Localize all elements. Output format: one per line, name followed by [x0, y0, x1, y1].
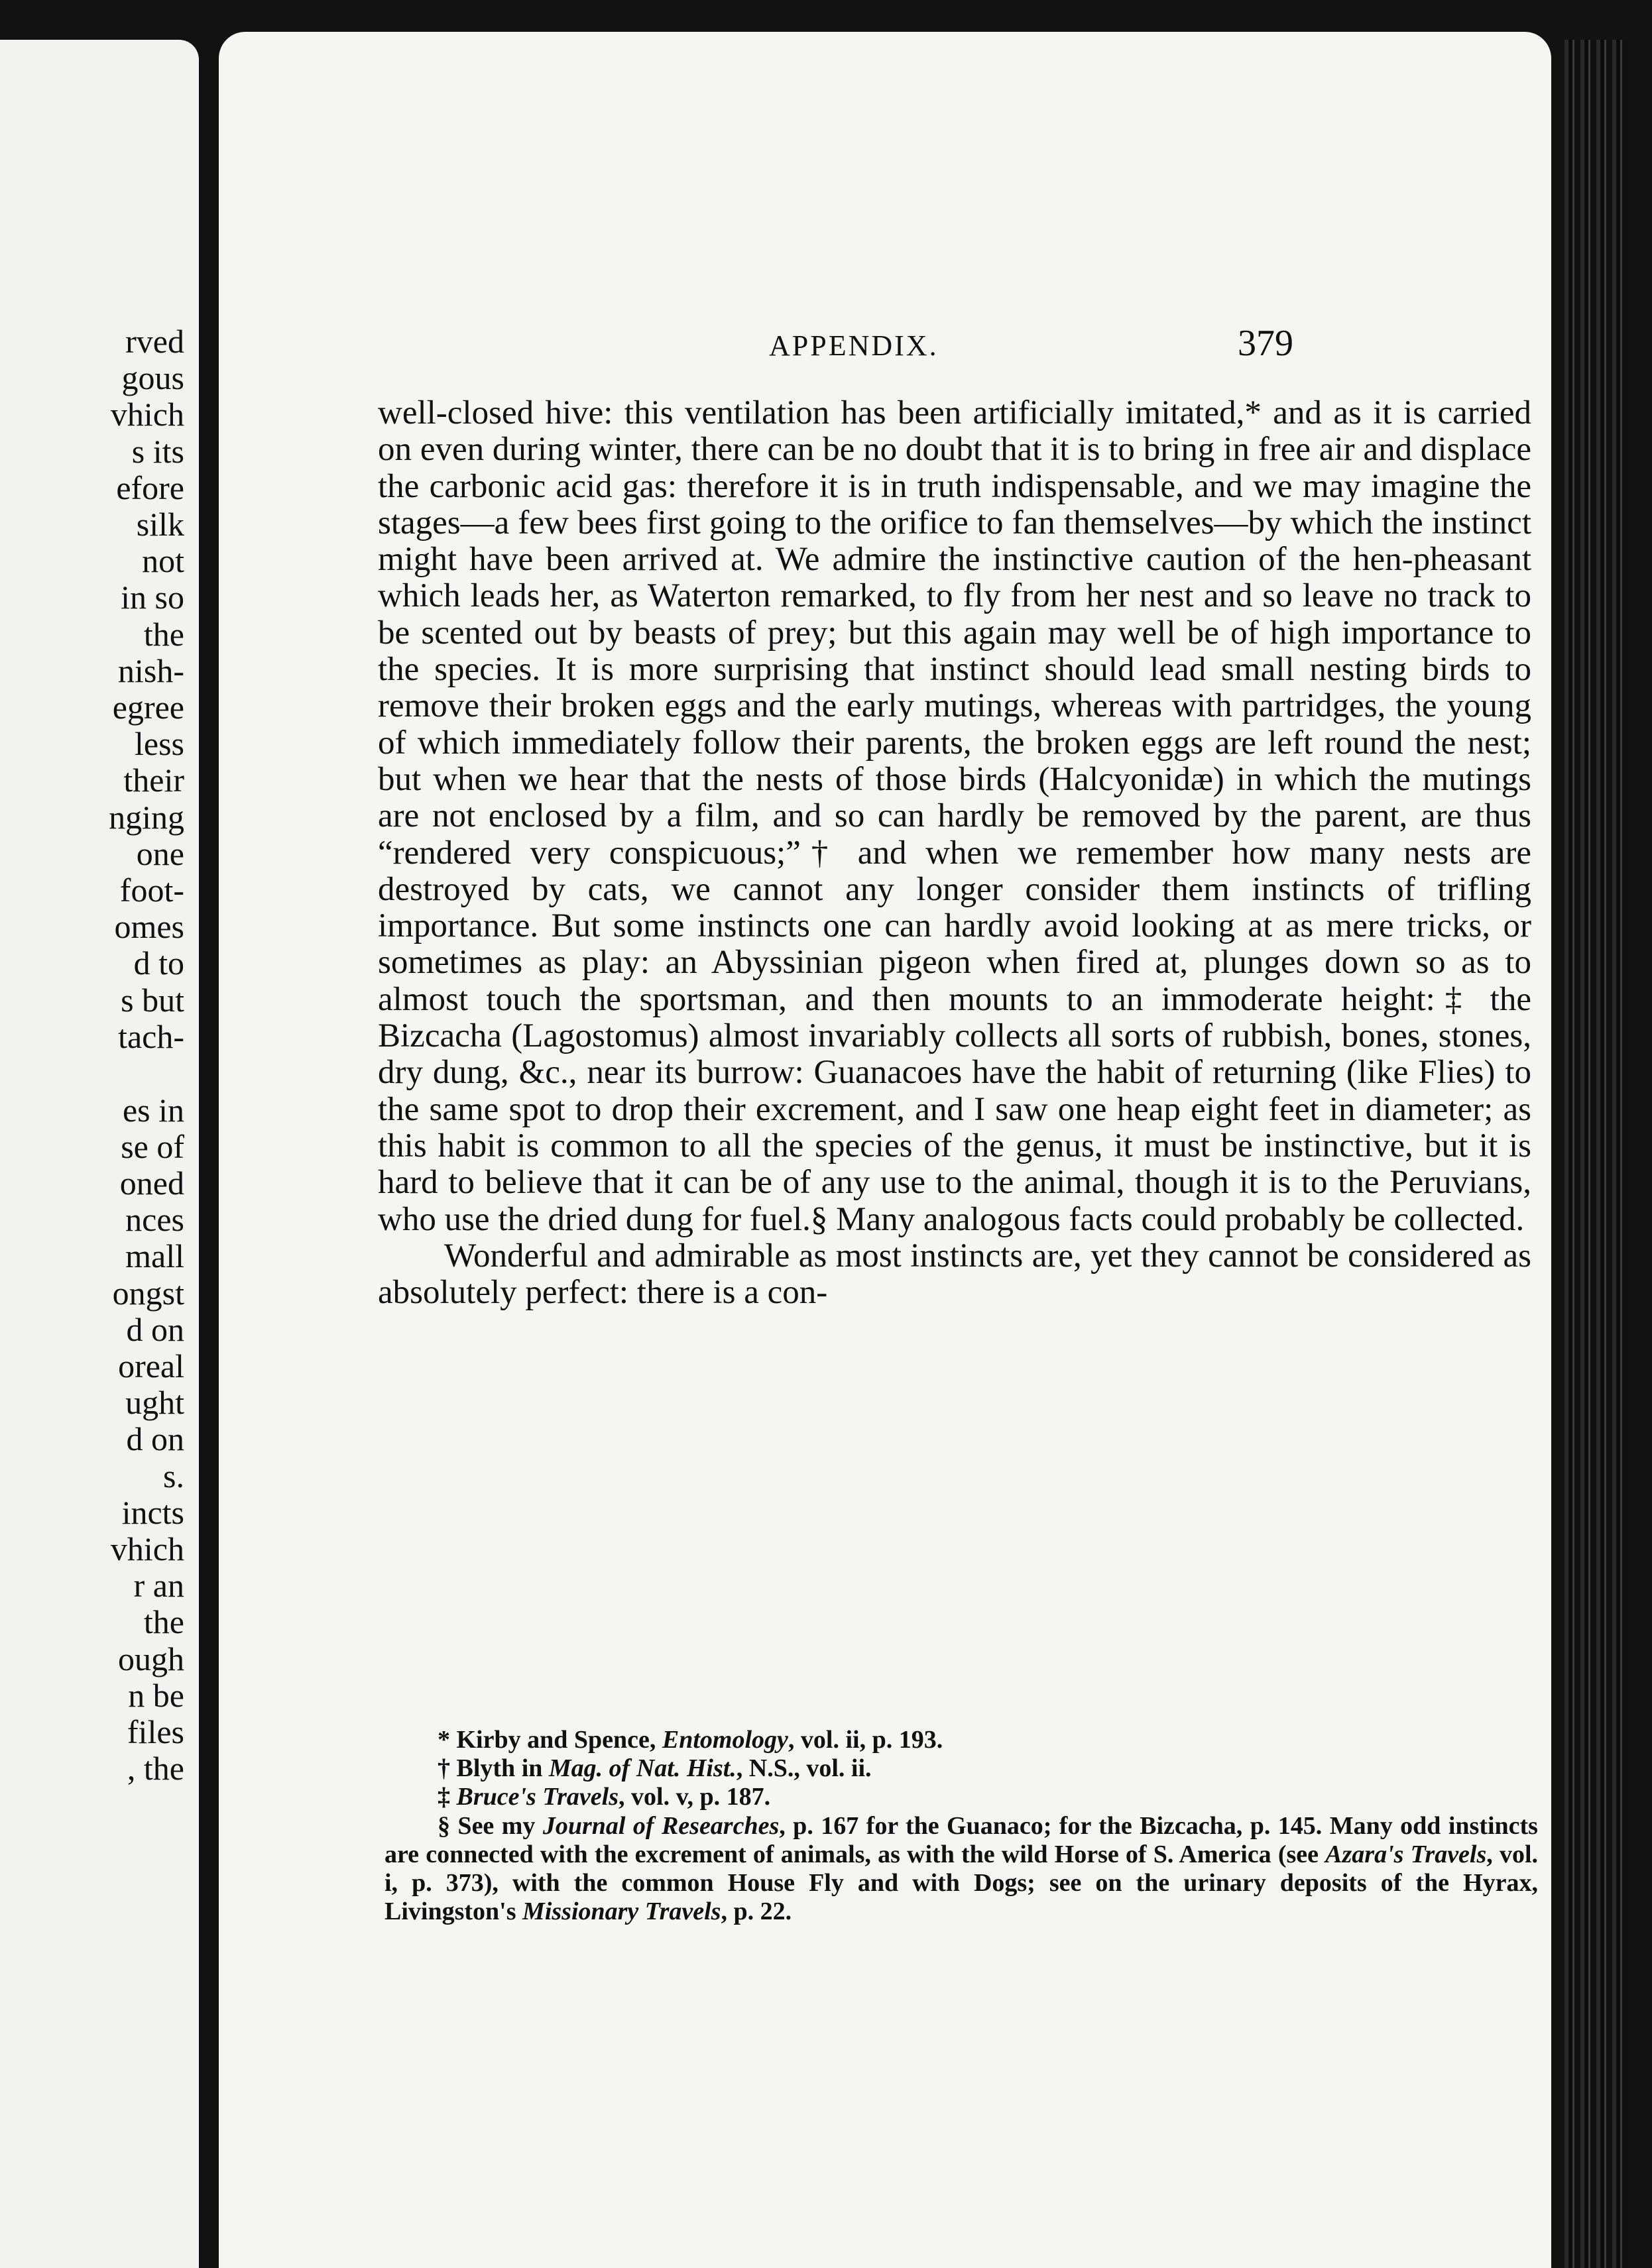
left-page-fragment: nging — [109, 799, 184, 836]
left-page-fragment: not — [142, 542, 184, 579]
left-page-fragment: vhich — [110, 1530, 184, 1567]
footnote — [384, 1783, 1538, 1811]
footnote-text: , vol. ii, p. 193. — [788, 1726, 943, 1754]
page-header — [219, 323, 1551, 369]
left-page-fragment: rved — [125, 323, 184, 360]
left-page-edge — [0, 40, 199, 2268]
footnote-text: , vol. v, p. 187. — [619, 1783, 771, 1811]
left-page-fragment: nish- — [118, 652, 184, 689]
left-page-fragment: less — [135, 725, 184, 762]
left-page-fragment: s its — [131, 433, 184, 470]
left-page-fragment: mall — [125, 1237, 184, 1275]
footnote-text: , N.S., vol. ii. — [736, 1754, 872, 1783]
left-page-fragment: n be — [128, 1677, 184, 1714]
footnote-text: Blyth in — [450, 1754, 549, 1783]
footnote-title: Missionary Travels — [522, 1898, 721, 1926]
left-page-fragment: ough — [118, 1640, 184, 1677]
left-page-fragment: tach- — [118, 1018, 184, 1055]
body-text — [378, 395, 1531, 1311]
paragraph: well-closed hive: this ventilation has been artificially imitated,* and as it is carried on even during winter, there can be no doubt that it is to bring in free air and displace the carbonic acid gas: therefore it is in truth indispensable, and we may imagine the stages—a few bees first going to the orifice to fan themselves—by which the instinct might have been arrived at. We admire the instinctive caution of the hen-pheasant which leads her, as Waterton remarked, to fly from her nest and so leave no track to be scented out by beasts of prey; but this again may well be of high importance to the species. It is more surprising that instinct should lead small nesting birds to remove their broken eggs and the early mutings, whereas with partridges, the young of which immediately follow their parents, the broken eggs are left round the nest; but when we hear that the nests of those birds (Halcyonidæ) in which the mutings are not enclosed by a film, and so can hardly be removed by the parent, are thus “rendered very conspicuous;”† and when we remember how many nests are destroyed by cats, we cannot any longer consider them instincts of trifling importance. But some instincts one can hardly avoid looking at as mere tricks, or sometimes as play: an Abyssinian pigeon when fired at, plunges down so as to almost touch the sportsman, and then mounts to an immoderate height:‡ the Bizcacha (Lagostomus) almost invariably collects all sorts of rubbish, bones, stones, dry dung, &c., near its burrow: Guanacoes have the habit of returning (like Flies) to the same spot to drop their excrement, and I saw one heap eight feet in diameter; as this habit is common to all the species of the genus, it must be instinctive, but it is hard to believe that it can be of any use to the animal, though it is to the Peruvians, who use the dried dung for fuel.§ Many analogous facts could probably be collected. — [378, 394, 1531, 1238]
footnote-title: Entomology — [662, 1726, 788, 1754]
left-page-fragment: s but — [121, 982, 184, 1019]
left-page-fragment: d to — [133, 944, 184, 982]
left-page-fragment: es in — [122, 1092, 184, 1129]
left-page-fragment: se of — [121, 1128, 184, 1165]
left-page-fragment: , the — [127, 1750, 184, 1787]
left-page-fragment: nces — [125, 1201, 184, 1238]
left-page-fragment: oreal — [118, 1347, 184, 1385]
left-page-fragment: gous — [121, 359, 184, 396]
footnote-text: , vol. i, p. 373), with the common House Fly and with Dogs; see on the urinary deposits of the Hyrax, Livingston's — [384, 1840, 1539, 1926]
footnotes — [384, 1726, 1538, 1926]
footnote-text: , p. 167 for the Guanaco; for the Bizcacha, p. 145. Many odd instincts are connected with the excrement of animals, as with the wild Horse of S. America (see — [384, 1811, 1538, 1868]
footnote-text: Kirby and Spence, — [450, 1726, 662, 1754]
left-page-fragment: ught — [125, 1384, 184, 1421]
left-page-fragment: the — [143, 1603, 184, 1640]
page-number: 379 — [1238, 323, 1293, 364]
paragraph: Wonderful and admirable as most instincts are, yet they cannot be considered as absolutely perfect: there is a con- — [378, 1237, 1531, 1312]
left-page-fragment: egree — [112, 689, 184, 726]
book-page — [219, 32, 1551, 2268]
footnote-title: Bruce's Travels — [456, 1783, 619, 1811]
running-head: APPENDIX. — [769, 329, 939, 362]
page-edges — [1564, 40, 1628, 2268]
left-page-fragment: d on — [126, 1420, 184, 1457]
left-page-fragment: omes — [114, 908, 184, 945]
left-page-fragment: ongst — [112, 1275, 184, 1312]
footnote-mark: § — [438, 1811, 450, 1840]
footnote-text — [450, 1783, 457, 1811]
left-page-fragment: efore — [116, 469, 184, 506]
footnote-title: Mag. of Nat. Hist. — [548, 1754, 737, 1783]
left-page-fragment: in so — [121, 579, 184, 616]
left-page-fragment: incts — [121, 1494, 184, 1531]
left-page-fragment: silk — [136, 506, 184, 543]
footnote-title: Azara's Travels — [1325, 1840, 1487, 1868]
footnote — [384, 1812, 1538, 1927]
left-page-fragment: foot- — [119, 872, 184, 909]
footnote-mark: † — [438, 1754, 450, 1783]
footnote-text: See my — [450, 1811, 543, 1840]
left-page-fragment: d on — [126, 1311, 184, 1348]
left-page-fragment: r an — [133, 1567, 184, 1604]
left-page-fragment: their — [123, 762, 184, 799]
footnote-text: , p. 22. — [721, 1898, 792, 1926]
left-page-fragment: the — [143, 616, 184, 653]
footnote-mark: * — [438, 1726, 450, 1754]
left-page-fragment: vhich — [110, 396, 184, 433]
footnote — [384, 1754, 1538, 1783]
left-page-fragment: one — [136, 835, 184, 872]
footnote-mark: ‡ — [438, 1783, 450, 1811]
footnote — [384, 1726, 1538, 1754]
footnote-title: Journal of Researches — [542, 1811, 780, 1840]
left-page-fragment: s. — [163, 1457, 184, 1495]
left-page-fragment: oned — [119, 1164, 184, 1202]
left-page-fragment: files — [127, 1713, 184, 1750]
